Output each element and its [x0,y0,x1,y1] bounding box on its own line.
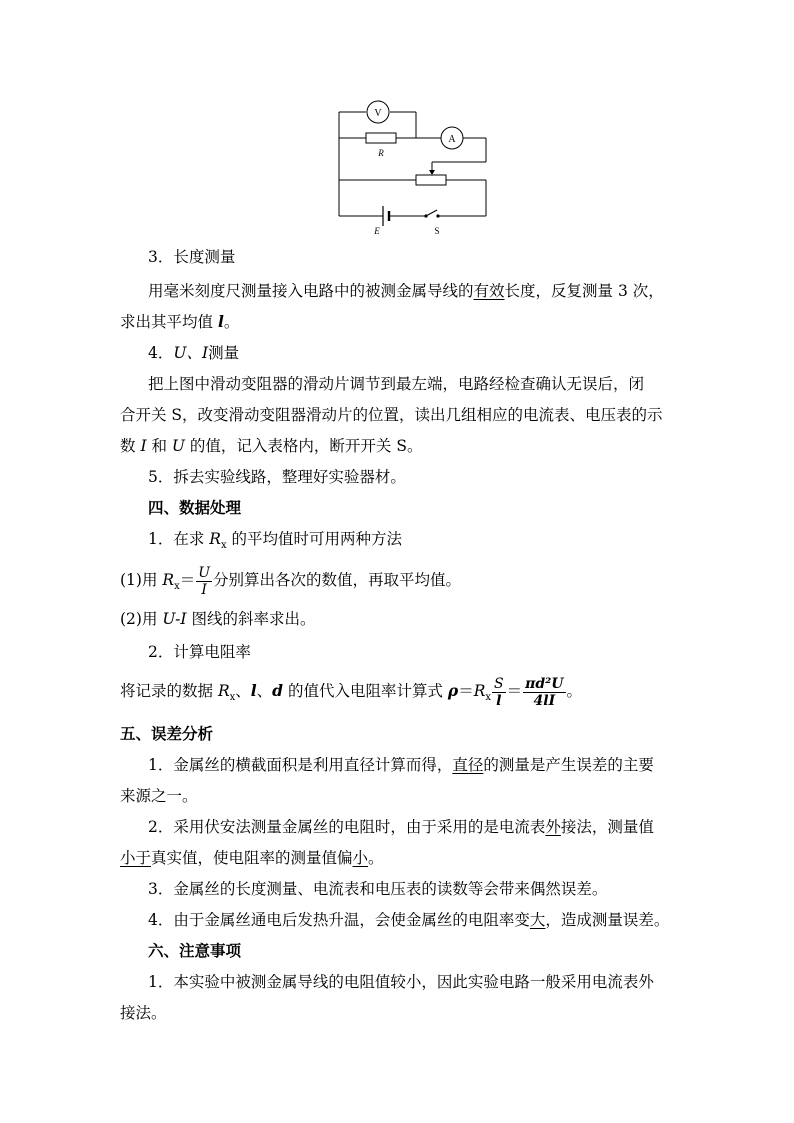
resistor-label: R [378,148,384,158]
sec4-p1 [148,524,794,554]
variable: l [217,312,224,331]
sec5-p1-line1 [148,750,794,780]
text: 将记录的数据 [120,682,218,700]
step4-line2: 合开关 S，改变滑动变阻器滑动片的位置，读出几组相应的电流表、电压表的示 [120,406,663,424]
text: 真实值，使电阻率的测量值偏 [151,849,353,867]
sec4-heading: 四、数据处理 [148,498,242,517]
step4-line3 [120,431,794,461]
variable: R [217,682,230,700]
variable: ρ [447,681,459,700]
text: 图线的斜率求出。 [186,610,316,628]
fraction-resistivity [523,676,565,709]
circuit-diagram [326,88,496,238]
text: (1)用 [120,571,163,589]
underlined-text: 有效 [473,282,505,300]
underlined-text: 大 [529,911,546,929]
sec6-heading: 六、注意事项 [148,941,242,960]
sec5-heading: 五、误差分析 [120,724,214,743]
variable: U-I [162,610,187,628]
fraction-s-over-l [492,676,506,709]
denominator: I [201,581,207,598]
sec5-p1-line2: 来源之一。 [120,787,198,805]
subscript: x [485,692,492,703]
subscript: x [174,581,180,592]
text: 。 [368,849,384,867]
text: 4．由于金属丝通电后发热升温，会使金属丝的电阻率变 [148,911,530,929]
underlined-text: 直径 [452,756,484,774]
text: 的值，记入表格内，断开开关 S。 [185,437,423,455]
text: 和 [146,437,172,455]
subscript: x [229,692,236,703]
sec6-p1-line1: 1．本实验中被测金属导线的电阻值较小，因此实验电路一般采用电流表外 [148,973,654,991]
numerator: S [494,675,504,692]
text: 1．在求 [148,530,210,548]
voltmeter-label: V [374,108,382,119]
variable: l [250,681,257,700]
sec5-p2-line2 [120,843,794,873]
variable: R [209,530,221,548]
text: 4． [148,344,174,362]
switch-contact [436,214,439,217]
sec4-formula-line [120,672,794,710]
numerator: U [198,564,211,581]
text: 2．采用伏安法测量金属丝的电阻时，由于采用的是电流表 [148,818,546,836]
variable: I [140,437,147,455]
text: 长度，反复测量 3 次， [504,282,664,300]
source-label: E [374,226,380,236]
switch-label: S [434,226,440,236]
text: 数 [120,437,141,455]
rheostat-symbol [416,175,446,185]
fraction-u-over-i [196,565,212,598]
underlined-text: 小 [352,849,369,867]
sec5-p3: 3．金属丝的长度测量、电流表和电压表的读数等会带来偶然误差。 [148,880,608,898]
sec4-p2: 2．计算电阻率 [148,643,251,661]
text: 接法，测量值 [560,818,654,836]
variable: U、I [173,344,209,362]
step4-heading [148,338,794,368]
text: ，造成测量误差。 [545,911,670,929]
subscript: x [220,540,227,551]
text: (2)用 [120,610,163,628]
sec5-p2-line1 [148,812,794,842]
text: 。 [566,682,583,700]
variable: d [272,681,284,700]
text: ＝ [179,571,196,589]
step3-heading: 3．长度测量 [148,248,236,266]
switch-symbol [426,210,437,216]
variable: U [171,437,185,455]
text: ＝ [506,682,523,700]
text: ＝ [458,682,474,700]
step3-line1 [148,276,794,306]
step4-line1: 把上图中滑动变阻器的滑动片调节到最左端，电路经检查确认无误后，闭 [148,375,645,393]
denominator: l [496,692,502,709]
text: 、 [235,682,251,700]
text: 1．金属丝的横截面积是利用直径计算而得， [148,756,453,774]
variable: R [162,571,175,589]
variable: R [473,682,486,700]
text: 。 [223,313,240,331]
ammeter-label: A [448,134,456,145]
slider-arrow [429,170,435,175]
sec4-method1 [120,562,794,598]
text: 的值代入电阻率计算式 [283,682,448,700]
numerator: πd²U [525,675,564,692]
underlined-text: 小于 [120,849,152,867]
switch-contact [424,214,427,217]
resistor-symbol [366,133,396,143]
text: 、 [256,682,273,700]
sec5-p4 [148,905,794,935]
text: 测量 [208,344,240,362]
step5-text: 5．拆去实验线路，整理好实验器材。 [148,468,406,486]
underlined-text: 外 [545,818,561,836]
text: 分别算出各次的数值，再取平均值。 [213,571,462,589]
denominator: 4lI [533,692,556,709]
text: 的平均值时可用两种方法 [226,530,403,548]
step3-line2 [120,307,794,337]
text: 求出其平均值 [120,313,218,331]
text: 用毫米刻度尺测量接入电路中的被测金属导线的 [148,282,474,300]
text: 的测量是产生误差的主要 [483,756,654,774]
sec6-p1-line2: 接法。 [120,1004,167,1022]
sec4-method2 [120,604,794,634]
